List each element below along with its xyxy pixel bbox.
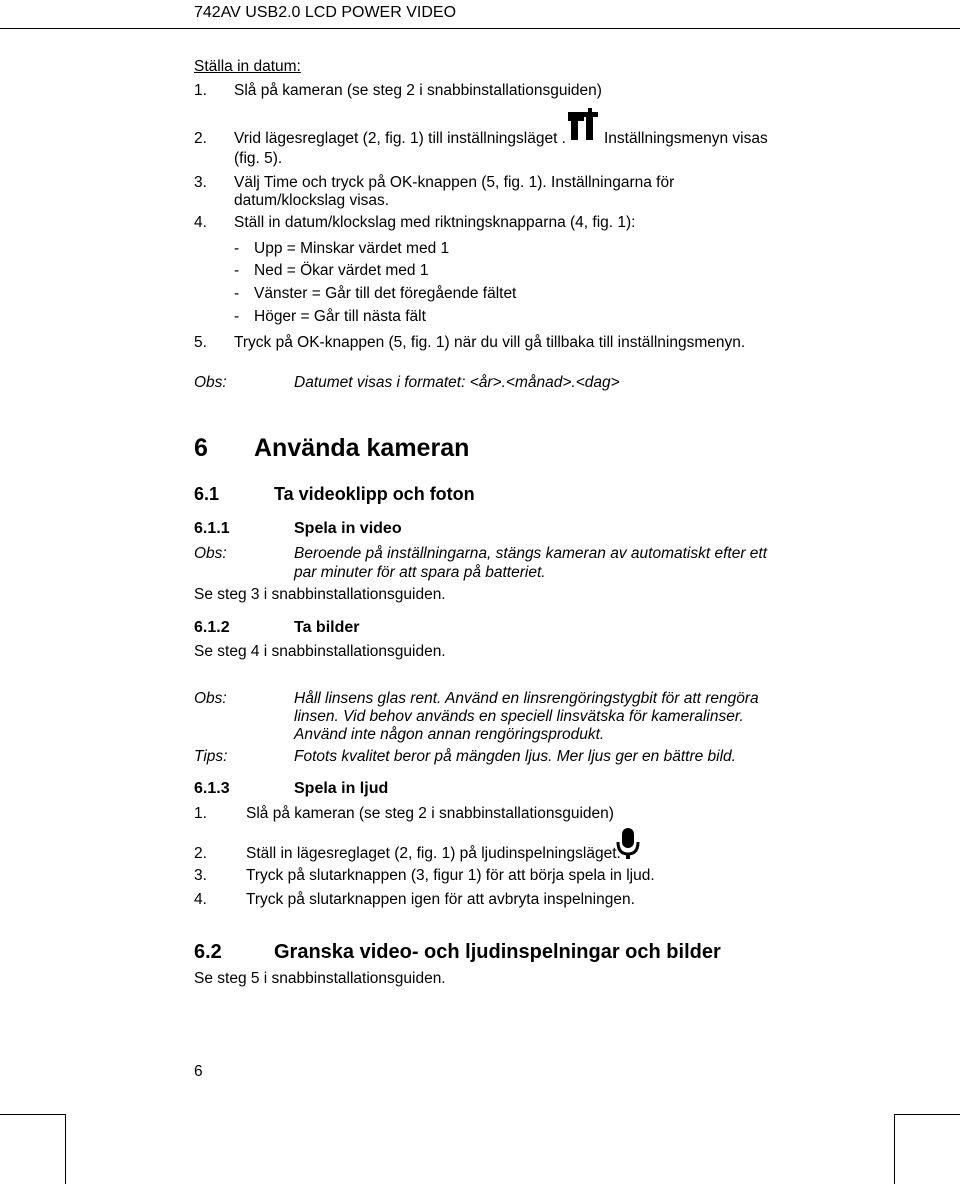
note-text: par minuter för att spara på batteriet.: [294, 564, 546, 581]
section-6-1-3-title: Spela in ljud: [294, 780, 389, 797]
crop-mark: [65, 1114, 66, 1184]
date-step-2-text: Vrid lägesreglaget (2, fig. 1) till inställningsläget .: [234, 130, 566, 147]
section-6-title: Använda kameran: [254, 434, 470, 462]
audio-step-4-num: 4.: [194, 891, 207, 908]
section-6-1-2-number: 6.1.2: [194, 619, 230, 636]
date-step-1-num: 1.: [194, 82, 207, 99]
body-text: Se steg 4 i snabbinstallationsguiden.: [194, 643, 446, 660]
note-text: Använd inte någon annan rengöringsprodukt.: [294, 726, 605, 743]
date-step-3-text: Välj Time och tryck på OK-knappen (5, fig. 1). Inställningarna för: [234, 174, 675, 191]
note-text: linsen. Vid behov används en speciell linsvätska för kameralinser.: [294, 708, 744, 725]
date-step-2-text-b: Inställningsmenyn visas: [604, 130, 768, 147]
audio-step-2-num: 2.: [194, 845, 207, 862]
header-rule: [0, 28, 960, 29]
crop-mark: [0, 1114, 66, 1115]
tip-label: Tips:: [194, 748, 228, 765]
section-6-1-title: Ta videoklipp och foton: [274, 484, 475, 504]
page-number: 6: [194, 1063, 203, 1080]
audio-step-3-text: Tryck på slutarknappen (3, figur 1) för att börja spela in ljud.: [246, 867, 655, 884]
sub-item-dash: -: [234, 308, 240, 325]
date-step-3-text-b: datum/klockslag visas.: [234, 192, 390, 209]
note-label: Obs:: [194, 374, 227, 391]
section-6-1-1-title: Spela in video: [294, 520, 402, 537]
section-6-1-3-number: 6.1.3: [194, 780, 230, 797]
crop-mark: [894, 1114, 895, 1184]
sub-item-text: Ned = Ökar värdet med 1: [254, 262, 429, 279]
body-text: Se steg 5 i snabbinstallationsguiden.: [194, 970, 446, 987]
date-step-5-text: Tryck på OK-knappen (5, fig. 1) när du vill gå tillbaka till inställningsmenyn.: [234, 334, 746, 351]
set-date-heading: Ställa in datum:: [194, 58, 301, 75]
sub-item-text: Höger = Går till nästa fält: [254, 308, 426, 325]
date-step-4-num: 4.: [194, 214, 207, 231]
sub-item-dash: -: [234, 240, 240, 257]
settings-icon: [566, 108, 600, 142]
date-step-1-text: Slå på kameran (se steg 2 i snabbinstallationsguiden): [234, 82, 602, 99]
note-text: Datumet visas i formatet: <år>.<månad>.<dag>: [294, 374, 620, 391]
date-step-5-num: 5.: [194, 334, 207, 351]
note-label: Obs:: [194, 545, 227, 562]
section-6-number: 6: [194, 434, 208, 462]
date-step-4-text: Ställ in datum/klockslag med riktningsknapparna (4, fig. 1):: [234, 214, 636, 231]
audio-step-4-text: Tryck på slutarknappen igen för att avbryta inspelningen.: [246, 891, 635, 908]
date-step-2-num: 2.: [194, 130, 207, 147]
sub-item-dash: -: [234, 262, 240, 279]
crop-mark: [894, 1114, 960, 1115]
sub-item-text: Upp = Minskar värdet med 1: [254, 240, 450, 257]
audio-step-3-num: 3.: [194, 867, 207, 884]
audio-step-2-text: Ställ in lägesreglaget (2, fig. 1) på ljudinspelningsläget.: [246, 845, 621, 862]
microphone-icon: [616, 828, 640, 862]
note-label: Obs:: [194, 690, 227, 707]
body-text: Se steg 3 i snabbinstallationsguiden.: [194, 586, 446, 603]
note-text: Håll linsens glas rent. Använd en linsrengöringstygbit för att rengöra: [294, 690, 759, 707]
section-6-2-number: 6.2: [194, 941, 222, 963]
section-6-2-title: Granska video- och ljudinspelningar och bilder: [274, 941, 721, 963]
section-6-1-number: 6.1: [194, 484, 220, 504]
audio-step-1-num: 1.: [194, 805, 207, 822]
tip-text: Fotots kvalitet beror på mängden ljus. Mer ljus ger en bättre bild.: [294, 748, 736, 765]
date-step-3-num: 3.: [194, 174, 207, 191]
section-6-1-1-number: 6.1.1: [194, 520, 230, 537]
note-text: Beroende på inställningarna, stängs kameran av automatiskt efter ett: [294, 545, 768, 562]
sub-item-text: Vänster = Går till det föregående fältet: [254, 285, 517, 302]
audio-step-1-text: Slå på kameran (se steg 2 i snabbinstallationsguiden): [246, 805, 614, 822]
date-step-2-text-c: (fig. 5).: [234, 150, 283, 167]
sub-item-dash: -: [234, 285, 240, 302]
section-6-1-2-title: Ta bilder: [294, 619, 360, 636]
header-title: 742AV USB2.0 LCD POWER VIDEO: [194, 4, 457, 21]
